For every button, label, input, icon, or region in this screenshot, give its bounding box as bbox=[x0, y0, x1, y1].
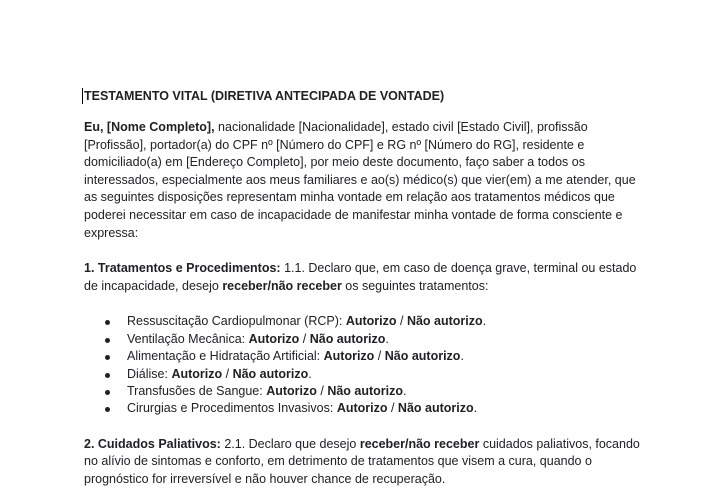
treatment-name: Cirurgias e Procedimentos Invasivos: bbox=[127, 401, 337, 416]
list-item bbox=[105, 313, 644, 330]
list-item bbox=[105, 331, 644, 348]
section2-choice: receber/não receber bbox=[359, 436, 480, 451]
bullet-icon bbox=[105, 338, 110, 343]
treatment-option-no: Não autorizo bbox=[309, 331, 386, 346]
text-cursor bbox=[82, 88, 83, 104]
treatment-separator: / bbox=[374, 349, 385, 364]
treatment-end: . bbox=[385, 331, 389, 346]
document-body[interactable] bbox=[84, 87, 644, 489]
list-item bbox=[105, 366, 644, 383]
treatment-option-no: Não autorizo bbox=[384, 349, 461, 364]
treatment-end: . bbox=[473, 401, 478, 416]
section1-choice: receber/não receber bbox=[222, 278, 342, 293]
bullet-icon bbox=[105, 407, 110, 412]
list-item bbox=[105, 348, 644, 365]
treatment-name: Diálise: bbox=[127, 366, 172, 381]
treatment-option-yes: Autorizo bbox=[345, 314, 397, 329]
treatment-name: Alimentação e Hidratação Artificial: bbox=[127, 349, 324, 364]
treatment-option-no: Não autorizo bbox=[327, 383, 404, 398]
treatment-end: . bbox=[308, 366, 312, 381]
treatment-name: Ressuscitação Cardiopulmonar (RCP): bbox=[127, 314, 346, 329]
document-title bbox=[84, 87, 644, 105]
treatment-option-yes: Autorizo bbox=[171, 366, 223, 381]
treatment-name: Ventilação Mecânica: bbox=[127, 331, 249, 346]
section2-heading: 2. Cuidados Paliativos: bbox=[84, 436, 221, 451]
treatment-option-yes: Autorizo bbox=[266, 383, 317, 398]
document-title-text: TESTAMENTO VITAL (DIRETIVA ANTECIPADA DE VONTADE) bbox=[84, 89, 445, 103]
section1-heading: 1. Tratamentos e Procedimentos: bbox=[84, 261, 281, 276]
treatment-option-no: Não autorizo bbox=[232, 366, 309, 381]
list-item bbox=[105, 400, 644, 417]
bullet-icon bbox=[105, 320, 110, 325]
intro-bold-lead: Eu, [Nome Completo], bbox=[84, 120, 215, 134]
treatment-separator: / bbox=[222, 366, 233, 381]
intro-paragraph bbox=[84, 119, 644, 242]
treatments-list bbox=[84, 313, 644, 417]
section2-text-b: cuidados paliativos, focando no alívio de sintomas e conforto, em detrimento de tratamentos que visem a cura, quando o prognóstico for irreversível e não houver chance de recuperação. bbox=[84, 436, 640, 486]
treatment-option-yes: Autorizo bbox=[248, 331, 300, 346]
bullet-icon bbox=[105, 390, 110, 395]
section2-text-a: 2.1. Declaro que desejo bbox=[220, 436, 360, 451]
section1-paragraph bbox=[84, 260, 644, 295]
section1-text-b: os seguintes tratamentos: bbox=[341, 278, 489, 293]
section2-paragraph bbox=[84, 436, 644, 489]
bullet-icon bbox=[105, 355, 110, 360]
treatment-name: Transfusões de Sangue: bbox=[127, 383, 267, 398]
treatment-separator: / bbox=[316, 383, 328, 398]
treatment-option-yes: Autorizo bbox=[336, 401, 388, 416]
treatment-end: . bbox=[482, 314, 487, 329]
treatment-option-no: Não autorizo bbox=[397, 401, 474, 416]
treatment-end: . bbox=[460, 349, 464, 364]
list-item bbox=[105, 383, 644, 400]
treatment-end: . bbox=[403, 383, 407, 398]
bullet-icon bbox=[105, 373, 110, 378]
treatment-option-no: Não autorizo bbox=[406, 314, 483, 329]
intro-text: nacionalidade [Nacionalidade], estado civil [Estado Civil], profissão [Profissão], portador(a) do CPF nº [Número do CPF] e RG nº [Número do RG], residente e domiciliado(a) em [Endereço Completo], por meio deste documento, faço saber a todos os interessados, especialmente aos meus familiares e ao(s) médico(s) que vier(em) a me atender, que as seguintes disposições representam minha vontade em relação aos tratamentos médicos que poderei necessitar em caso de incapacidade de manifestar minha vontade de forma consciente e expressa: bbox=[84, 120, 636, 240]
treatment-separator: / bbox=[396, 314, 407, 329]
treatment-option-yes: Autorizo bbox=[323, 349, 375, 364]
treatment-separator: / bbox=[299, 331, 310, 346]
section1-text-a: 1.1. Declaro que, em caso de doença grave, terminal ou estado de incapacidade, desejo bbox=[84, 261, 637, 293]
treatment-separator: / bbox=[387, 401, 398, 416]
